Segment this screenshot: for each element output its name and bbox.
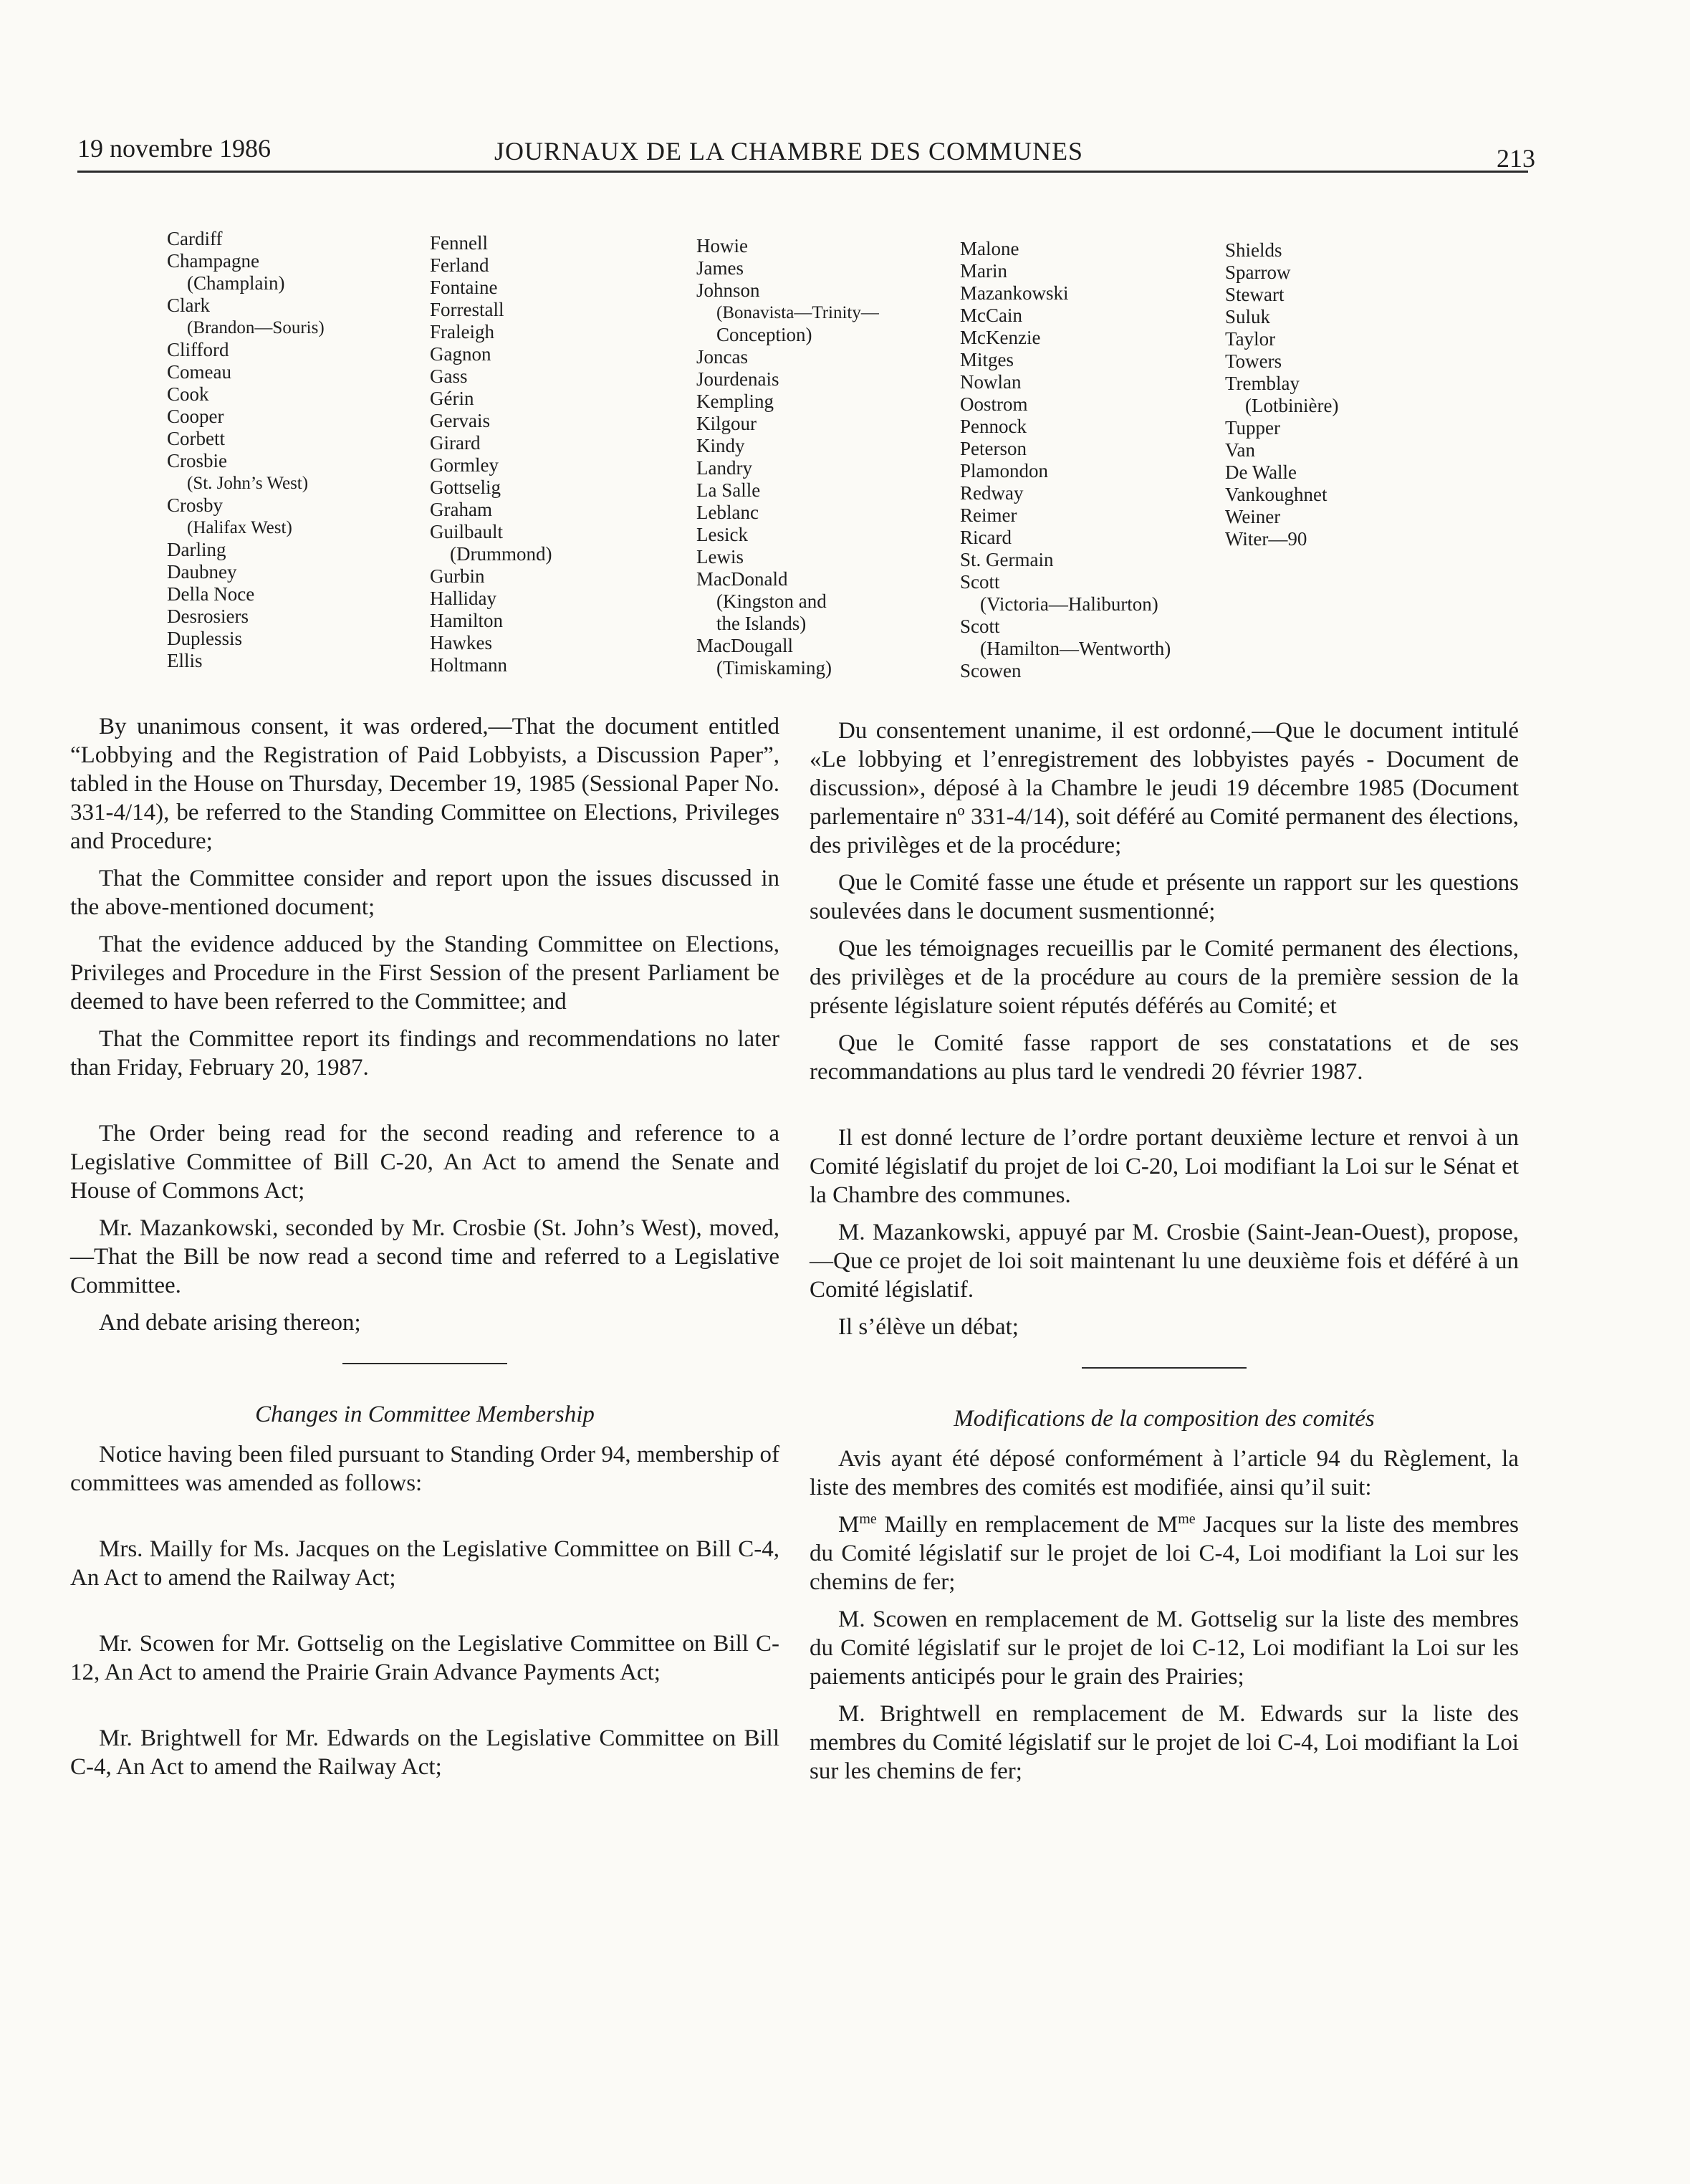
name-item: Reimer bbox=[960, 504, 1017, 526]
page-header bbox=[77, 128, 1535, 173]
name-item: Girard bbox=[430, 432, 481, 454]
paragraph: $M^{me}$ Mailly en remplacement de $M^{me}$ Jacques sur la liste des membres du Comité législatif sur le projet de loi C-4, Loi modifiant la Loi sur les chemins de fer; bbox=[810, 1511, 1519, 1595]
name-item: Leblanc bbox=[696, 502, 759, 523]
paragraph: Il s’élève un débat; bbox=[838, 1314, 1019, 1340]
name-item: Sparrow bbox=[1225, 262, 1291, 283]
name-item: (Victoria—Haliburton) bbox=[980, 593, 1158, 615]
section-heading: Changes in Committee Membership bbox=[255, 1402, 595, 1427]
name-item: Ellis bbox=[167, 650, 203, 671]
name-item: Shields bbox=[1225, 239, 1282, 261]
name-item: Graham bbox=[430, 499, 492, 520]
paragraph: Mr. Mazankowski, seconded by Mr. Crosbie (St. John’s West), moved,—That the Bill be now read a second time and referred to a Legislative Committee. bbox=[70, 1215, 779, 1298]
name-item: the Islands) bbox=[716, 613, 807, 634]
name-item: Comeau bbox=[167, 361, 231, 383]
name-item: Forrestall bbox=[430, 299, 504, 320]
name-item: McCain bbox=[960, 305, 1022, 326]
name-item: Redway bbox=[960, 482, 1024, 504]
paragraph: Que les témoignages recueillis par le Comité permanent des élections, des privilèges et de la procédure au cours de la première session de la présente législature soient réputés déférés au Comité; et bbox=[810, 936, 1519, 1019]
name-item: Nowlan bbox=[960, 371, 1022, 393]
paragraph: Il est donné lecture de l’ordre portant deuxième lecture et renvoi à un Comité législatif du projet de loi C-20, Loi modifiant la Loi sur le Sénat et la Chambre des communes. bbox=[810, 1125, 1519, 1208]
paragraph: That the Committee consider and report upon the issues discussed in the above-mentioned document; bbox=[70, 866, 779, 920]
paragraph: And debate arising thereon; bbox=[99, 1310, 361, 1336]
name-item: Taylor bbox=[1225, 328, 1276, 350]
name-item: Kilgour bbox=[696, 413, 757, 434]
name-item: Halliday bbox=[430, 588, 496, 609]
paragraph: That the Committee report its findings and recommendations no later than Friday, February 20, 1987. bbox=[70, 1026, 779, 1081]
paragraph: Que le Comité fasse une étude et présente un rapport sur les questions soulevées dans le document susmentionné; bbox=[810, 870, 1519, 924]
names-column-1 bbox=[167, 228, 325, 672]
name-item: Duplessis bbox=[167, 628, 243, 649]
name-item: Hamilton bbox=[430, 610, 503, 631]
paragraph: That the evidence adduced by the Standing Committee on Elections, Privileges and Procedure in the First Session of the present Parliament be deemed to have been referred to the Committee; and bbox=[70, 931, 779, 1015]
name-item: Cook bbox=[167, 383, 209, 405]
name-item: Corbett bbox=[167, 428, 225, 449]
name-item: Marin bbox=[960, 260, 1007, 282]
name-item: Fraleigh bbox=[430, 321, 494, 343]
name-item: Scowen bbox=[960, 660, 1022, 681]
name-item: Gagnon bbox=[430, 343, 491, 365]
name-item: Gass bbox=[430, 365, 468, 387]
name-item: Mazankowski bbox=[960, 282, 1069, 304]
name-item: Champagne bbox=[167, 250, 259, 272]
section-heading: Modifications de la composition des comités bbox=[954, 1406, 1375, 1432]
name-item: Weiner bbox=[1225, 506, 1281, 527]
name-item: (Hamilton—Wentworth) bbox=[980, 638, 1171, 659]
paragraph: M. Scowen en remplacement de M. Gottselig sur la liste des membres du Comité législatif sur le projet de loi C-12, Loi modifiant la Loi sur les paiements anticipés pour le grain des Prairies; bbox=[810, 1606, 1519, 1690]
name-item: Hawkes bbox=[430, 632, 492, 653]
name-item: Landry bbox=[696, 457, 752, 479]
name-item: MacDonald bbox=[696, 568, 788, 590]
name-item: Pennock bbox=[960, 416, 1027, 437]
name-item: (Lotbinière) bbox=[1245, 395, 1339, 416]
name-item: Conception) bbox=[716, 324, 812, 345]
name-item: Lewis bbox=[696, 546, 744, 567]
name-item: Johnson bbox=[696, 279, 760, 301]
name-item: Jourdenais bbox=[696, 368, 779, 390]
name-item: Della Noce bbox=[167, 583, 255, 605]
paragraph: Mrs. Mailly for Ms. Jacques on the Legislative Committee on Bill C-4, An Act to amend the Railway Act; bbox=[70, 1536, 779, 1591]
name-item: Howie bbox=[696, 235, 748, 257]
name-item: Vankoughnet bbox=[1225, 484, 1327, 505]
paragraph: Du consentement unanime, il est ordonné,—Que le document intitulé «Le lobbying et l’enregistrement des lobbyistes payés - Document de discussion», déposé à la Chambre le jeudi 19 décembre 1985 (Document parlementaire nº 331-4/14), soit déféré au Comité permanent des élections, des privilèges et de la procédure; bbox=[810, 718, 1519, 858]
name-item: Holtmann bbox=[430, 654, 507, 676]
name-item: Gottselig bbox=[430, 476, 501, 498]
name-item: Cooper bbox=[167, 406, 224, 427]
name-item: (Brandon—Souris) bbox=[187, 318, 325, 337]
name-item: Stewart bbox=[1225, 284, 1285, 305]
name-item: Tupper bbox=[1225, 417, 1281, 439]
name-item: Fennell bbox=[430, 232, 488, 254]
name-item: MacDougall bbox=[696, 635, 793, 656]
names-column-3 bbox=[696, 235, 879, 679]
name-item: Crosbie bbox=[167, 450, 227, 471]
name-item: Darling bbox=[167, 539, 226, 560]
name-item: Ferland bbox=[430, 254, 489, 276]
name-item: Mitges bbox=[960, 349, 1014, 370]
section-divider bbox=[342, 1363, 507, 1364]
paragraph: Avis ayant été déposé conformément à l’article 94 du Règlement, la liste des membres des comités est modifiée, ainsi qu’il suit: bbox=[810, 1446, 1519, 1500]
name-item: (Drummond) bbox=[450, 543, 552, 565]
page-number: 213 bbox=[1497, 144, 1535, 173]
name-item: Clifford bbox=[167, 339, 229, 360]
name-item: Witer—90 bbox=[1225, 528, 1307, 550]
paragraph: By unanimous consent, it was ordered,—That the document entitled “Lobbying and the Registration of Paid Lobbyists, a Discussion Paper”, tabled in the House on Thursday, December 19, 1985 (Sessional Paper No. 331-4/14), be referred to the Standing Committee on Elections, Privileges and Procedure; bbox=[70, 714, 779, 854]
name-item: Crosby bbox=[167, 494, 224, 516]
paragraph: Mr. Brightwell for Mr. Edwards on the Legislative Committee on Bill C-4, An Act to amend the Railway Act; bbox=[70, 1725, 779, 1780]
name-item: Oostrom bbox=[960, 393, 1028, 415]
header-date: 19 novembre 1986 bbox=[77, 134, 271, 163]
english-column bbox=[70, 712, 779, 1790]
name-item: (Halifax West) bbox=[187, 518, 292, 537]
name-item: McKenzie bbox=[960, 327, 1041, 348]
name-item: Gervais bbox=[430, 410, 490, 431]
name-item: Towers bbox=[1225, 350, 1282, 372]
paragraph: M. Mazankowski, appuyé par M. Crosbie (Saint-Jean-Ouest), propose,—Que ce projet de loi soit maintenant lu une deuxième fois et déféré à un Comité législatif. bbox=[810, 1220, 1519, 1303]
name-item: Kempling bbox=[696, 391, 774, 412]
paragraph: Que le Comité fasse rapport de ses constatations et de ses recommandations au plus tard le vendredi 20 février 1987. bbox=[810, 1030, 1519, 1085]
name-item: (St. John’s West) bbox=[187, 474, 309, 493]
name-item: De Walle bbox=[1225, 461, 1297, 483]
name-item: Desrosiers bbox=[167, 605, 249, 627]
name-item: Guilbault bbox=[430, 521, 503, 542]
name-item: Tremblay bbox=[1225, 373, 1300, 394]
header-title: JOURNAUX DE LA CHAMBRE DES COMMUNES bbox=[494, 137, 1084, 166]
name-item: Lesick bbox=[696, 524, 748, 545]
name-item: (Champlain) bbox=[187, 272, 285, 294]
name-item: Malone bbox=[960, 238, 1019, 259]
name-item: (Timiskaming) bbox=[716, 657, 832, 679]
name-item: Fontaine bbox=[430, 277, 498, 298]
name-item: Plamondon bbox=[960, 460, 1049, 482]
section-divider bbox=[1082, 1367, 1247, 1369]
name-item: Clark bbox=[167, 294, 210, 316]
name-item: Suluk bbox=[1225, 306, 1271, 327]
name-item: Ricard bbox=[960, 527, 1012, 548]
name-item: Peterson bbox=[960, 438, 1027, 459]
name-item: (Bonavista—Trinity— bbox=[716, 303, 879, 322]
name-item: Gérin bbox=[430, 388, 474, 409]
name-item: Cardiff bbox=[167, 228, 223, 249]
name-item: Scott bbox=[960, 616, 1000, 637]
name-item: Gurbin bbox=[430, 565, 485, 587]
names-column-4 bbox=[960, 238, 1171, 682]
name-item: Scott bbox=[960, 571, 1000, 593]
name-item: Joncas bbox=[696, 346, 748, 368]
name-item: Gormley bbox=[430, 454, 499, 476]
names-column-2 bbox=[430, 232, 552, 676]
french-column bbox=[810, 717, 1519, 1794]
name-item: Van bbox=[1225, 439, 1255, 461]
name-item: Daubney bbox=[167, 561, 237, 583]
name-item: Kindy bbox=[696, 435, 745, 456]
name-item: (Kingston and bbox=[716, 590, 827, 612]
paragraph: Mr. Scowen for Mr. Gottselig on the Legislative Committee on Bill C-12, An Act to amend the Prairie Grain Advance Payments Act; bbox=[70, 1631, 779, 1685]
paragraph: M. Brightwell en remplacement de M. Edwards sur la liste des membres du Comité législatif sur le projet de loi C-4, Loi modifiant la Loi sur les chemins de fer; bbox=[810, 1701, 1519, 1784]
name-item: St. Germain bbox=[960, 549, 1054, 570]
name-item: James bbox=[696, 257, 744, 279]
paragraph: Notice having been filed pursuant to Standing Order 94, membership of committees was amended as follows: bbox=[70, 1442, 779, 1496]
name-item: La Salle bbox=[696, 479, 761, 501]
paragraph: The Order being read for the second reading and reference to a Legislative Committee of Bill C-20, An Act to amend the Senate and House of Commons Act; bbox=[70, 1121, 779, 1204]
names-column-5 bbox=[1225, 239, 1338, 550]
